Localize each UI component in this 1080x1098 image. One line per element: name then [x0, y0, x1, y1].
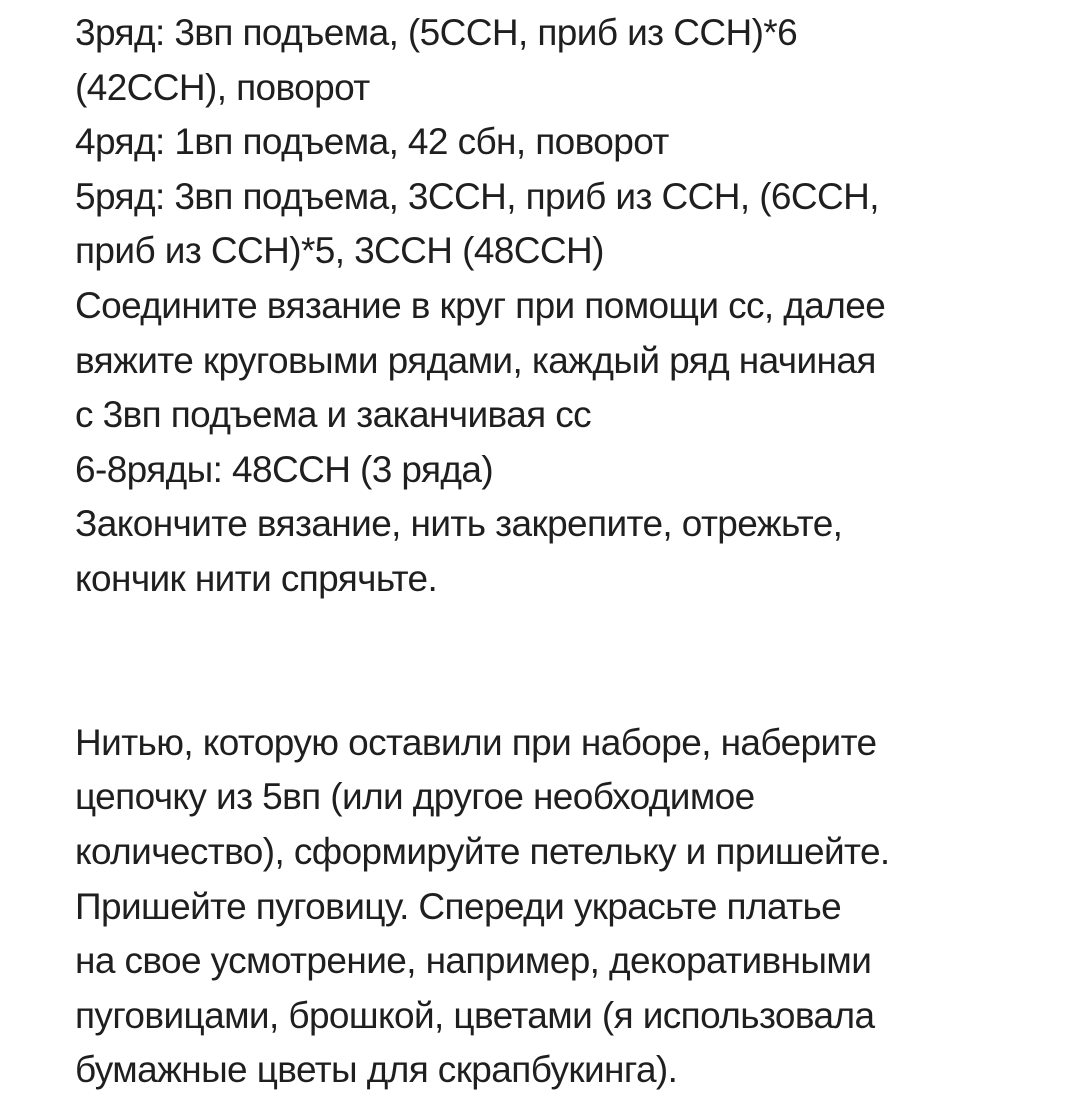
instructions-section-2 [75, 716, 1065, 1098]
text-line: на свое усмотрение, например, декоративными [75, 940, 872, 982]
text-line: цепочку из 5вп (или другое необходимое [75, 776, 755, 818]
paragraph-gap [75, 607, 1065, 716]
text-line: с 3вп подъема и заканчивая сс [75, 394, 592, 436]
text-line: вяжите круговыми рядами, каждый ряд начиная [75, 339, 876, 381]
text-line: 5ряд: 3вп подъема, 3ССН, приб из ССН, (6ССН, [75, 175, 879, 217]
text-line: (42ССН), поворот [75, 66, 370, 108]
text-line: 3ряд: 3вп подъема, (5ССН, приб из ССН)*6 [75, 12, 798, 53]
text-line: бумажные цветы для скрапбукинга). [75, 1049, 678, 1091]
text-line: Пришейте пуговицу. Спереди украсьте платье [75, 885, 842, 927]
instructions-text [75, 6, 1065, 1098]
text-line: Соедините вязание в круг при помощи сс, далее [75, 284, 886, 326]
text-line: Закончите вязание, нить закрепите, отрежьте, [75, 503, 843, 545]
text-line: количество), сформируйте петельку и пришейте. [75, 830, 890, 872]
text-line: 6-8ряды: 48ССН (3 ряда) [75, 448, 494, 490]
text-line: 4ряд: 1вп подъема, 42 сбн, поворот [75, 121, 669, 163]
text-line: кончик нити спрячьте. [75, 557, 438, 599]
text-line: приб из ССН)*5, 3ССН (48ССН) [75, 230, 604, 272]
instructions-section-1 [75, 6, 1065, 607]
text-line: Нитью, которую оставили при наборе, наберите [75, 721, 877, 763]
text-line: пуговицами, брошкой, цветами (я использовала [75, 994, 875, 1036]
